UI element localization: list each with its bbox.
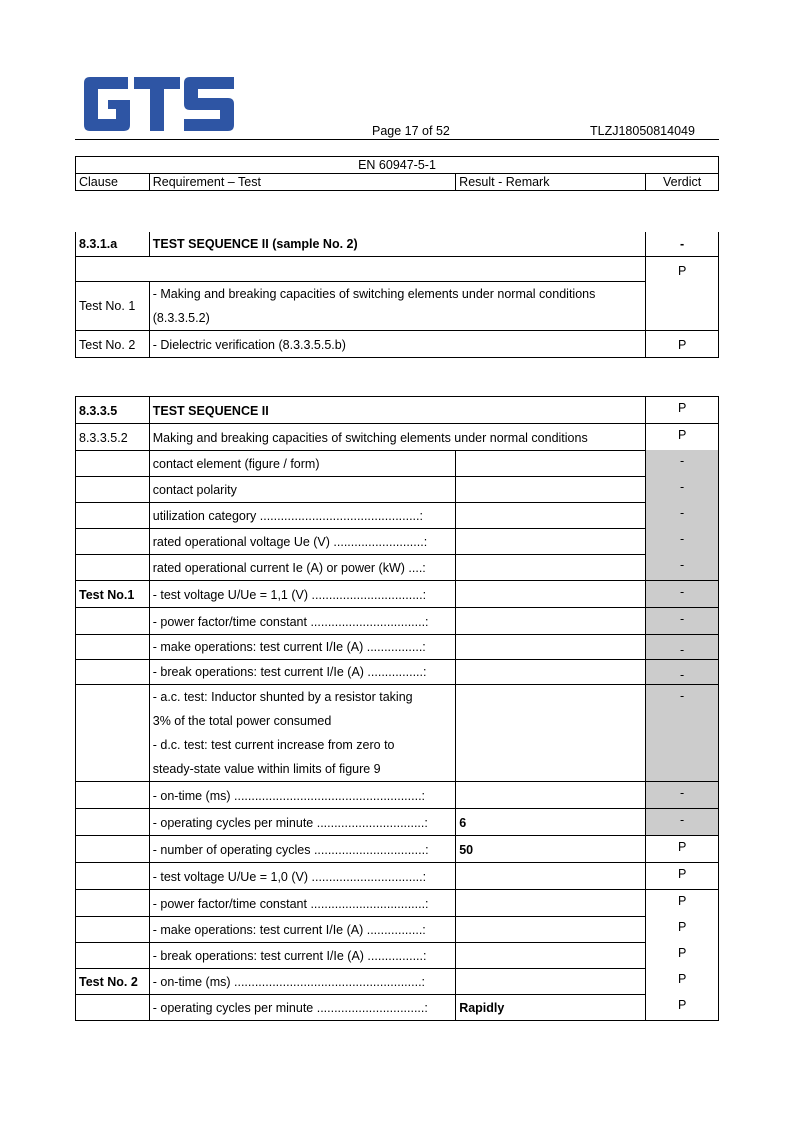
clause-cell [76,502,150,528]
clause-cell: Test No. 1 [76,282,150,331]
table-row [76,782,719,809]
table-row [76,424,719,451]
requirement-cell: contact element (figure / form) [149,450,455,476]
requirement-cell: - on-time (ms) ......................................................: [149,782,455,809]
table-row [76,660,719,685]
clause-cell [76,608,150,635]
requirement-cell: - make operations: test current I/Ie (A) ................: [149,635,455,660]
verdict-cell: P [646,257,719,331]
result-cell [456,608,646,635]
result-cell [456,502,646,528]
table-row [76,554,719,581]
clause-cell: 8.3.3.5.2 [76,424,150,451]
verdict-cell: - [646,502,719,528]
result-cell [456,450,646,476]
standard-header-table [75,156,719,191]
verdict-cell: - [646,528,719,554]
clause-cell [76,554,150,581]
verdict-cell: - [646,554,719,581]
requirement-cell: - test voltage U/Ue = 1,1 (V) ................................: [149,581,455,608]
requirement-cell: - break operations: test current I/Ie (A) ................: [149,660,455,685]
table-row [76,608,719,635]
result-cell [456,890,646,917]
header-rule [75,139,719,140]
table-row [76,502,719,528]
standard-name: EN 60947-5-1 [76,157,719,174]
verdict-cell: P [646,397,719,424]
table-row [76,282,719,331]
result-cell [456,476,646,502]
requirement-cell: - test voltage U/Ue = 1,0 (V) ................................: [149,863,455,890]
requirement-cell: utilization category ..............................................: [149,502,455,528]
requirement-cell: - on-time (ms) ......................................................: [149,968,455,994]
result-cell [456,581,646,608]
gts-logo [84,77,234,131]
clause-cell [76,994,150,1021]
verdict-cell: - [646,660,719,685]
table-row [76,331,719,358]
clause-cell: Test No. 2 [76,331,150,358]
clause-cell: 8.3.1.a [76,232,150,257]
verdict-cell: P [646,331,719,358]
table-row [76,994,719,1021]
clause-cell: 8.3.3.5 [76,397,150,424]
report-number: TLZJ18050814049 [590,124,695,138]
verdict-cell: - [646,232,719,257]
column-header-verdict: Verdict [646,174,719,191]
table-row [76,942,719,968]
verdict-cell: - [646,782,719,809]
verdict-cell: - [646,581,719,608]
verdict-cell: P [646,890,719,917]
result-cell [456,916,646,942]
result-cell: 6 [456,809,646,836]
spacer-row [76,257,719,282]
table-row [76,890,719,917]
result-cell [456,968,646,994]
verdict-cell: P [646,942,719,968]
clause-cell [76,890,150,917]
clause-cell [76,809,150,836]
test-sequence-summary-table [75,232,719,358]
result-cell [456,660,646,685]
table-row [76,836,719,863]
verdict-cell: - [646,809,719,836]
table-row [76,476,719,502]
result-cell [456,782,646,809]
table-row [76,916,719,942]
result-cell: 50 [456,836,646,863]
table-row [76,581,719,608]
result-cell: Rapidly [456,994,646,1021]
requirement-cell: Making and breaking capacities of switching elements under normal conditions [149,424,646,451]
requirement-cell: rated operational current Ie (A) or power (kW) ....: [149,554,455,581]
requirement-cell: TEST SEQUENCE II [149,397,646,424]
verdict-cell: - [646,450,719,476]
requirement-cell: - power factor/time constant .................................: [149,608,455,635]
clause-cell [76,476,150,502]
table-row [76,968,719,994]
column-header-clause: Clause [76,174,150,191]
verdict-cell: - [646,685,719,782]
requirement-cell: - number of operating cycles ................................: [149,836,455,863]
table-row [76,450,719,476]
page-number: Page 17 of 52 [372,124,450,138]
verdict-cell: P [646,968,719,994]
verdict-cell: - [646,476,719,502]
result-cell [456,528,646,554]
requirement-cell: - operating cycles per minute ...............................: [149,994,455,1021]
table-row [76,809,719,836]
clause-cell [76,660,150,685]
test-sequence-detail-table [75,396,719,1021]
result-cell [456,685,646,782]
clause-cell [76,942,150,968]
table-row [76,397,719,424]
clause-cell [76,685,150,782]
clause-cell [76,528,150,554]
clause-cell [76,450,150,476]
requirement-cell: contact polarity [149,476,455,502]
table-row [76,863,719,890]
verdict-cell: P [646,994,719,1021]
result-cell [456,635,646,660]
table-row [76,232,719,257]
requirement-cell: - break operations: test current I/Ie (A) ................: [149,942,455,968]
verdict-cell: - [646,608,719,635]
column-header-requirement: Requirement – Test [149,174,455,191]
requirement-cell: - power factor/time constant .................................: [149,890,455,917]
verdict-cell: P [646,836,719,863]
clause-cell [76,782,150,809]
clause-cell: Test No.1 [76,581,150,608]
requirement-cell: rated operational voltage Ue (V) ..........................: [149,528,455,554]
requirement-cell: - Dielectric verification (8.3.3.5.5.b) [149,331,646,358]
table-row [76,685,719,782]
requirement-cell: TEST SEQUENCE II (sample No. 2) [149,232,646,257]
requirement-cell: - make operations: test current I/Ie (A) ................: [149,916,455,942]
result-cell [456,942,646,968]
column-header-result: Result - Remark [456,174,646,191]
verdict-cell: - [646,635,719,660]
clause-cell [76,635,150,660]
result-cell [456,863,646,890]
result-cell [456,554,646,581]
verdict-cell: P [646,863,719,890]
requirement-cell: - operating cycles per minute ...............................: [149,809,455,836]
requirement-cell: - Making and breaking capacities of switching elements under normal conditions (8.3.3.5.2) [149,282,646,331]
table-row [76,635,719,660]
clause-cell [76,836,150,863]
table-row [76,528,719,554]
verdict-cell: P [646,916,719,942]
verdict-cell: P [646,424,719,451]
clause-cell [76,916,150,942]
requirement-cell: - a.c. test: Inductor shunted by a resistor taking 3% of the total power consumed - d.c. test: test current increase from zero to steady-state value within limits of figure 9 [149,685,455,782]
clause-cell: Test No. 2 [76,968,150,994]
clause-cell [76,863,150,890]
